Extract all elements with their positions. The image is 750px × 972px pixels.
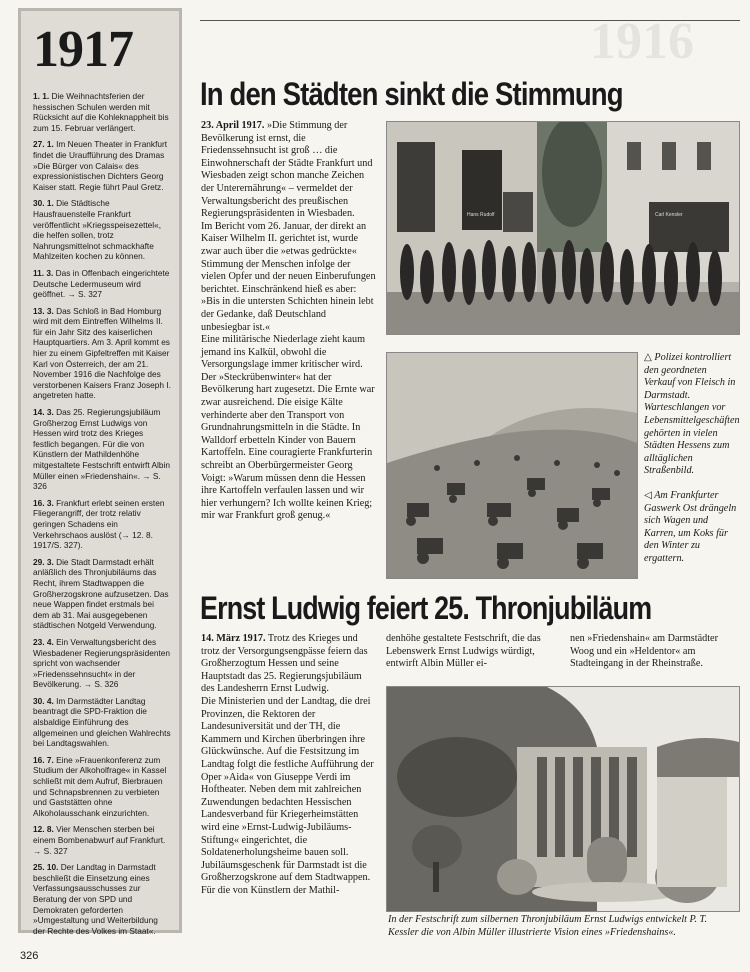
chronicle-entry-date: 11. 3. xyxy=(33,267,54,278)
chronicle-entry xyxy=(33,637,171,690)
chronicle-entry xyxy=(33,407,171,492)
chronicle-entry-date: 16. 7. xyxy=(33,754,54,765)
ghost-watermark-glyph: 1916 xyxy=(590,13,694,70)
page-number: 326 xyxy=(20,950,39,962)
article2-column3: nen »Friedenshain« am Darmstädter Woog und ein »Heldentor« am Stadteingang in der Rheinstraße. xyxy=(570,633,718,670)
chronicle-entry xyxy=(33,696,171,749)
chronicle-entry xyxy=(33,755,171,819)
chronicle-entry-date: 30. 1. xyxy=(33,198,54,209)
chronicle-entry-text: Der Landtag in Darmstadt beschließt die Einsetzung eines Verfassungsausschusses zur Beratung der von SPD und Demokraten geforderten »Umgestaltung und Weiterbildung der Rechte des Volkes im Staat«. xyxy=(33,862,158,936)
chronicle-entry xyxy=(33,862,171,936)
chronicle-entry-date: 23. 4. xyxy=(33,636,54,647)
chronicle-entry xyxy=(33,268,171,300)
chronicle-entry-text: Die Städtische Hausfrauenstelle Frankfurt veröffentlicht »Kriegsspeisezettel«, die helfen sollen, trotz Nahrungsmittelnot schmackhafte Mahlzeiten kochen zu können. xyxy=(33,198,162,262)
article2-para3: Für die von Künstlern der Mathil- xyxy=(201,884,340,896)
article2-para2: Die Ministerien und der Landtag, die drei Provinzen, die Rektoren der Landesuniversität und der TH, die Kammern und Kirchen überbringen ihre Glückwünsche. Auf die Festsitzung im Landtag folgt die festliche Aufführung der Oper »Aida« von Giuseppe Verdi im Hoftheater. Neben dem mit zahlreichen Zuwendungen bedachten Hessischen Landesverband für Kriegerheimstätten wird eine »Ernst-Ludwig-Jubiläums-Stiftung« eingerichtet, die Soldatenerholungsheime bauen soll. Jubiläumsgeschenk für Darmstadt ist die Großherzogskrone auf dem Stadtwappen. xyxy=(201,695,374,884)
caption-meat-queue: △ Polizei kontrolliert den geordneten Verkauf von Fleisch in Darmstadt. Warteschlangen vor Lebensmittelgeschäften gehörten in vielen Städten Hessens zum alltäglichen Straßenbild. xyxy=(644,352,740,477)
chronicle-entry-text: Vier Menschen sterben bei einem Bombenabwurf auf Frankfurt. → S. 327 xyxy=(33,824,166,856)
chronicle-entry-text: Im Darmstädter Landtag beantragt die SPD-Fraktion die alsbaldige Einführung des allgemeinen und gleichen Wahlrechts bei Landtagswahlen. xyxy=(33,695,171,749)
chronicle-entry xyxy=(33,198,171,262)
article1-text-column xyxy=(201,120,376,523)
chronicle-entry-text: Eine »Frauenkonferenz zum Studium der Alkoholfrage« in Kassel schließt mit dem Aufruf, Bierbrauen und Schnapsbrennen zu verbieten und Gaststätten ohne Alkoholausschank einzurichten. xyxy=(33,754,167,818)
article2-column1 xyxy=(201,633,376,897)
chronicle-entry-text: Das 25. Regierungsjubiläum Großherzog Ernst Ludwigs von Hessen wird trotz des Krieges festlich begangen. Für die von Künstlern der Mathildenhöhe mitgestaltete Festschrift entwirft Albin Müller einen »Friedenshain«. → S. 326 xyxy=(33,407,170,492)
photo-sign-shop2: Carl Kensler xyxy=(655,212,683,218)
photo-gasworks-carts xyxy=(386,352,638,579)
chronicle-entry-date: 12. 8. xyxy=(33,824,54,835)
chronicle-entry-date: 25. 10. xyxy=(33,862,59,873)
chronicle-entry xyxy=(33,139,171,192)
chronicle-entry-date: 16. 3. xyxy=(33,497,54,508)
caption-gasworks: ◁ Am Frankfurter Gaswerk Ost drängeln sich Wagen und Karren, um Koks für den Winter zu ergattern. xyxy=(644,490,737,564)
chronicle-entry xyxy=(33,824,171,856)
photo-meat-queue-darmstadt xyxy=(386,121,740,335)
article2-headline: Ernst Ludwig feiert 25. Thronjubiläum xyxy=(200,590,652,626)
article2-para1: Trotz des Krieges und trotz der Versorgungsengpässe feiern das Großherzogtum Hessen und seine Hauptstadt das 25. Regierungsjubiläum des Landesherrn Ernst Ludwig. xyxy=(201,633,368,695)
article1-para3: Eine militärische Niederlage zieht kaum jemand ins Kalkül, obwohl die Versorgungslage immer kritischer wird. Der »Steckrübenwinter« hat der Bevölkerung hart zugesetzt. Die Ernte war zwar ausreichend. Die eisige Kälte verhinderte aber den Transport von Grundnahrungsmitteln in die Städte. In Walldorf erbetteln Kinder von Bauern Kartoffeln. Eine couragierte Frankfurterin schreibt an Oberbürgermeister Georg Voigt: »Warum müssen denn die Hessen ihre Kartoffeln verfaulen lassen und wir hier verhungern? Ich wollte keinen Krieg; mir war Frankfurt groß genug.« xyxy=(201,334,375,522)
chronicle-entry-text: Die Stadt Darmstadt erhält anläßlich des Thronjubiläums das Recht, ihrem Stadtwappen die Großherzogskrone aufzusetzen. Das neue Wappen findet erstmals bei dem ab 31. Mai ausgegebenen städtischen Notgeld Verwendung. xyxy=(33,556,169,631)
photo-sign-shop1: Hans Rudolf xyxy=(467,212,495,218)
article1-headline: In den Städten sinkt die Stimmung xyxy=(200,76,623,112)
chronicle-entry-date: 14. 3. xyxy=(33,407,54,418)
article2-column2: denhöhe gestaltete Festschrift, die das Lebenswerk Ernst Ludwigs würdigt, entwirft Albin Müller ei- xyxy=(386,633,541,670)
chronicle-entry-text: Im Neuen Theater in Frankfurt findet die Uraufführung des Dramas »Die Bürger von Calais« des expressionistischen Dichters Georg Kaiser statt. Regie führt Paul Gretz. xyxy=(33,139,168,192)
chronicle-entry-date: 29. 3. xyxy=(33,556,54,567)
sidebar-year: 1917 xyxy=(33,21,133,78)
chronicle-entry-text: Das Schloß in Bad Homburg wird mit dem Eintreffen Wilhelms II. für ein Jahr Sitz des kaiserlichen Hauptquartiers. Am 3. April kommt es hier zu einem Gipfeltreffen mit Kaiser Karl von Österreich, der am 21. November 1916 die Nachfolge des verstorbenen Kaisers Franz Joseph I. angetreten hatte. xyxy=(33,305,171,401)
chronicle-entry-text: Ein Verwaltungsbericht des Wiesbadener Regierungspräsidenten spricht von wachsender »Friedenssehnsucht« in der Bevölkerung. → S. 326 xyxy=(33,636,170,690)
chronicle-entry-text: Das in Offenbach eingerichtete Deutsche Ledermuseum wird geöffnet. → S. 327 xyxy=(33,267,170,300)
chronicle-entry-date: 1. 1. xyxy=(33,91,50,101)
article1-date: 23. April 1917. xyxy=(201,120,265,131)
article2-date: 14. März 1917. xyxy=(201,633,266,644)
sidebar-entries xyxy=(33,91,171,936)
chronicle-entry-date: 13. 3. xyxy=(33,305,54,316)
chronicle-entry-text: Die Weihnachtsferien der hessischen Schulen werden mit Rücksicht auf die Kohleknappheit bis zum 15. Februar verlängert. xyxy=(33,91,169,133)
chronicle-sidebar xyxy=(18,8,182,936)
article1-para2: Im Bericht vom 26. Januar, der direkt an Kaiser Wilhelm II. gerichtet ist, wurde zwar auch über die »etwas gedrückte« Stimmung der Menschen infolge der vielen Opfer und der neuen Einberufungen berichtet. Einschränkend hieß es aber: »Bis in die untersten Schichten hinein lebt der Gedanke, daß Deutschland unbesiegbar ist.« xyxy=(201,220,376,333)
article1-para1: »Die Stimmung der Bevölkerung ist ernst, die Friedenssehnsucht ist groß … die Einwohnerschaft der Städte Frankfurt und Wiesbaden zeigt schon manche Zeichen der Unterernährung« – vermeldet der Verwaltungsbericht des preußischen Regierungspräsidenten in Wiesbaden. xyxy=(201,120,373,220)
illustration-friedenshain xyxy=(386,686,740,912)
chronicle-entry xyxy=(33,557,171,631)
chronicle-entry-date: 30. 4. xyxy=(33,695,54,706)
caption-friedenshain: In der Festschrift zum silbernen Thronjubiläum Ernst Ludwigs entwickelt P. T. Kessler die von Albin Müller illustrierte Vision eines »Friedenshains«. xyxy=(388,914,708,938)
chronicle-entry xyxy=(33,306,171,401)
chronicle-entry-text: Frankfurt erlebt seinen ersten Fliegerangriff, der trotz relativ geringen Schadens ein Verkehrschaos auslöst (→ 12. 8. 1917/S. 327). xyxy=(33,497,165,551)
chronicle-entry-date: 27. 1. xyxy=(33,139,54,150)
chronicle-entry xyxy=(33,91,171,133)
chronicle-entry xyxy=(33,498,171,551)
